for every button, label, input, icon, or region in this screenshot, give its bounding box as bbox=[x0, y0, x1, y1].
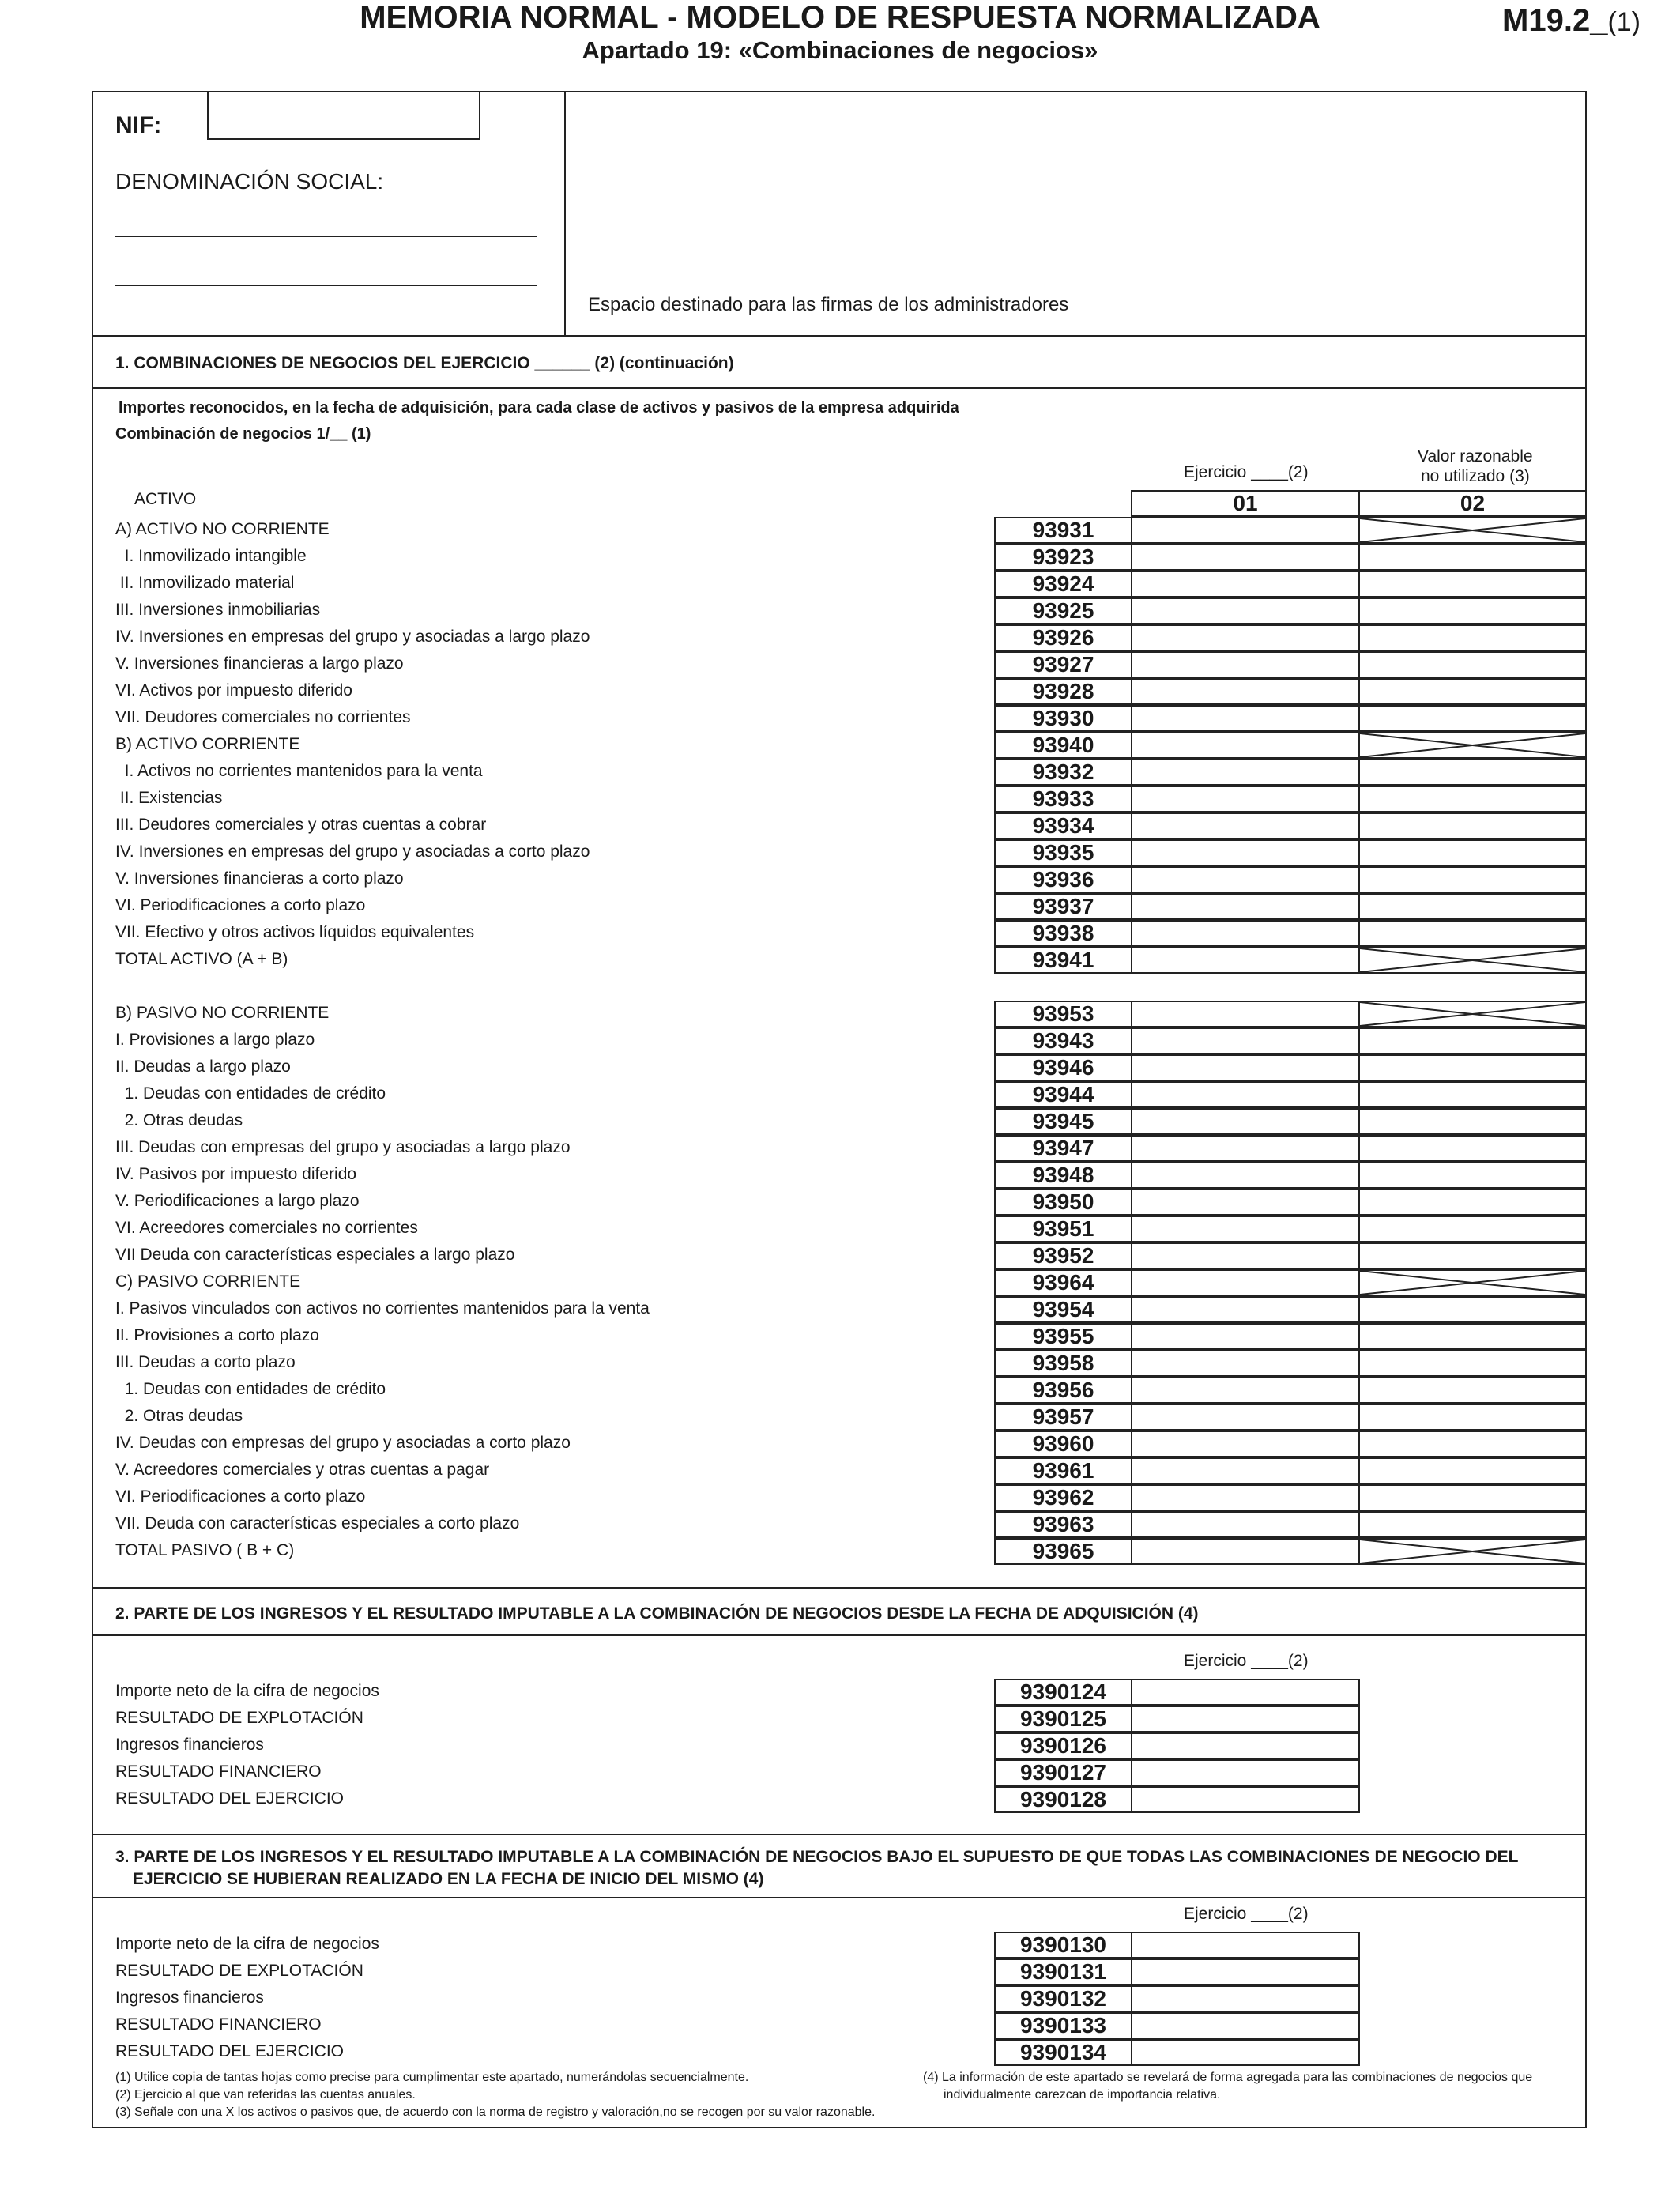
value-cell-ejercicio[interactable] bbox=[1131, 2012, 1360, 2039]
row-label: VII Deuda con características especiales a largo plazo bbox=[115, 1246, 515, 1264]
value-cell-valor-razonable[interactable] bbox=[1358, 1323, 1587, 1350]
value-cell-valor-razonable[interactable] bbox=[1358, 1484, 1587, 1511]
value-cell-valor-razonable[interactable] bbox=[1358, 1296, 1587, 1323]
value-cell-valor-razonable[interactable] bbox=[1358, 1108, 1587, 1135]
crossed-cell bbox=[1358, 1001, 1587, 1027]
col2-header-2: no utilizado (3) bbox=[1421, 467, 1530, 485]
value-cell-valor-razonable[interactable] bbox=[1358, 1027, 1587, 1054]
row-code: 93943 bbox=[994, 1027, 1132, 1054]
value-cell-ejercicio[interactable] bbox=[1131, 1269, 1360, 1296]
firmas-label: Espacio destinado para las firmas de los administradores bbox=[588, 294, 1069, 315]
row-code: 9390125 bbox=[994, 1706, 1132, 1732]
value-cell-ejercicio[interactable] bbox=[1131, 947, 1360, 974]
combination-label: Combinación de negocios 1/__ (1) bbox=[115, 425, 371, 443]
value-cell-ejercicio[interactable] bbox=[1131, 1404, 1360, 1431]
value-cell-ejercicio[interactable] bbox=[1131, 1350, 1360, 1377]
section3-col-header: Ejercicio ____(2) bbox=[1184, 1905, 1309, 1923]
value-cell-ejercicio[interactable] bbox=[1131, 893, 1360, 920]
form-title: MEMORIA NORMAL - MODELO DE RESPUESTA NORMALIZADA bbox=[360, 0, 1320, 35]
footnote-2: (2) Ejercicio al que van referidas las cuentas anuales. bbox=[115, 2088, 416, 2102]
value-cell-valor-razonable[interactable] bbox=[1358, 598, 1587, 624]
row-code: 9390124 bbox=[994, 1679, 1132, 1706]
value-cell-ejercicio[interactable] bbox=[1131, 1081, 1360, 1108]
section-divider bbox=[92, 1587, 1587, 1589]
row-label: III. Deudas a corto plazo bbox=[115, 1353, 296, 1371]
row-code: 93964 bbox=[994, 1269, 1132, 1296]
value-cell-ejercicio[interactable] bbox=[1131, 1932, 1360, 1958]
row-label: 1. Deudas con entidades de crédito bbox=[115, 1380, 386, 1398]
row-label: IV. Inversiones en empresas del grupo y asociadas a corto plazo bbox=[115, 843, 590, 861]
row-label: VII. Deudores comerciales no corrientes bbox=[115, 708, 411, 726]
row-code: 93924 bbox=[994, 571, 1132, 598]
value-cell-valor-razonable[interactable] bbox=[1358, 839, 1587, 866]
row-label: TOTAL PASIVO ( B + C) bbox=[115, 1541, 295, 1559]
col2-header-1: Valor razonable bbox=[1418, 447, 1533, 466]
row-code: 93937 bbox=[994, 893, 1132, 920]
row-label: A) ACTIVO NO CORRIENTE bbox=[115, 520, 330, 538]
section2-col-header: Ejercicio ____(2) bbox=[1184, 1652, 1309, 1670]
value-cell-ejercicio[interactable] bbox=[1131, 1706, 1360, 1732]
row-code: 93936 bbox=[994, 866, 1132, 893]
row-code: 93961 bbox=[994, 1457, 1132, 1484]
row-label: II. Deudas a largo plazo bbox=[115, 1057, 291, 1076]
row-code: 93935 bbox=[994, 839, 1132, 866]
crossed-cell bbox=[1358, 947, 1587, 974]
section-divider bbox=[92, 335, 1587, 337]
value-cell-ejercicio[interactable] bbox=[1131, 571, 1360, 598]
row-code: 93962 bbox=[994, 1484, 1132, 1511]
col2-code: 02 bbox=[1358, 490, 1587, 517]
section-divider bbox=[92, 1897, 1587, 1898]
value-cell-valor-razonable[interactable] bbox=[1358, 1189, 1587, 1216]
row-label: 2. Otras deudas bbox=[115, 1111, 243, 1129]
row-label: IV. Pasivos por impuesto diferido bbox=[115, 1165, 357, 1183]
row-label: II. Inmovilizado material bbox=[115, 574, 295, 592]
value-cell-valor-razonable[interactable] bbox=[1358, 1431, 1587, 1457]
row-code: 9390128 bbox=[994, 1786, 1132, 1813]
row-code: 9390127 bbox=[994, 1759, 1132, 1786]
row-label: RESULTADO FINANCIERO bbox=[115, 2015, 322, 2034]
value-cell-ejercicio[interactable] bbox=[1131, 1958, 1360, 1985]
value-cell-ejercicio[interactable] bbox=[1131, 1054, 1360, 1081]
value-cell-valor-razonable[interactable] bbox=[1358, 705, 1587, 732]
cross-mark-icon bbox=[1360, 1271, 1585, 1295]
row-code: 9390126 bbox=[994, 1732, 1132, 1759]
section-divider bbox=[92, 387, 1587, 389]
row-code: 93923 bbox=[994, 544, 1132, 571]
row-label: IV. Inversiones en empresas del grupo y asociadas a largo plazo bbox=[115, 628, 590, 646]
value-cell-ejercicio[interactable] bbox=[1131, 1108, 1360, 1135]
value-cell-valor-razonable[interactable] bbox=[1358, 920, 1587, 947]
row-label: RESULTADO FINANCIERO bbox=[115, 1762, 322, 1781]
row-label: C) PASIVO CORRIENTE bbox=[115, 1272, 301, 1291]
value-cell-valor-razonable[interactable] bbox=[1358, 866, 1587, 893]
value-cell-valor-razonable[interactable] bbox=[1358, 1054, 1587, 1081]
value-cell-valor-razonable[interactable] bbox=[1358, 1511, 1587, 1538]
row-code: 93945 bbox=[994, 1108, 1132, 1135]
cross-mark-icon bbox=[1360, 1540, 1585, 1563]
value-cell-ejercicio[interactable] bbox=[1131, 1985, 1360, 2012]
row-code: 93940 bbox=[994, 732, 1132, 759]
crossed-cell bbox=[1358, 1538, 1587, 1565]
value-cell-ejercicio[interactable] bbox=[1131, 786, 1360, 812]
row-code: 93925 bbox=[994, 598, 1132, 624]
row-code: 93965 bbox=[994, 1538, 1132, 1565]
value-cell-ejercicio[interactable] bbox=[1131, 812, 1360, 839]
value-cell-valor-razonable[interactable] bbox=[1358, 1242, 1587, 1269]
value-cell-ejercicio[interactable] bbox=[1131, 1759, 1360, 1786]
row-label: B) ACTIVO CORRIENTE bbox=[115, 735, 300, 753]
value-cell-ejercicio[interactable] bbox=[1131, 1431, 1360, 1457]
row-label: III. Deudas con empresas del grupo y asociadas a largo plazo bbox=[115, 1138, 571, 1156]
value-cell-valor-razonable[interactable] bbox=[1358, 812, 1587, 839]
row-code: 93953 bbox=[994, 1001, 1132, 1027]
row-code: 93931 bbox=[994, 517, 1132, 544]
value-cell-ejercicio[interactable] bbox=[1131, 866, 1360, 893]
value-cell-ejercicio[interactable] bbox=[1131, 1786, 1360, 1813]
row-code: 93951 bbox=[994, 1216, 1132, 1242]
crossed-cell bbox=[1358, 732, 1587, 759]
row-code: 93933 bbox=[994, 786, 1132, 812]
row-code: 9390134 bbox=[994, 2039, 1132, 2066]
row-code: 93950 bbox=[994, 1189, 1132, 1216]
value-cell-ejercicio[interactable] bbox=[1131, 1538, 1360, 1565]
value-cell-ejercicio[interactable] bbox=[1131, 1484, 1360, 1511]
row-code: 93930 bbox=[994, 705, 1132, 732]
value-cell-ejercicio[interactable] bbox=[1131, 1135, 1360, 1162]
section-divider bbox=[92, 1634, 1587, 1636]
row-label: TOTAL ACTIVO (A + B) bbox=[115, 950, 288, 968]
value-cell-valor-razonable[interactable] bbox=[1358, 759, 1587, 786]
row-code: 93926 bbox=[994, 624, 1132, 651]
row-label: Ingresos financieros bbox=[115, 1736, 264, 1754]
row-label: II. Provisiones a corto plazo bbox=[115, 1326, 319, 1344]
row-label: B) PASIVO NO CORRIENTE bbox=[115, 1004, 330, 1022]
row-label: Importe neto de la cifra de negocios bbox=[115, 1935, 379, 1953]
footnote-1: (1) Utilice copia de tantas hojas como precise para cumplimentar este apartado, numerándolas secuencialmente. bbox=[115, 2071, 749, 2084]
row-label: V. Acreedores comerciales y otras cuentas a pagar bbox=[115, 1461, 490, 1479]
nif-field[interactable] bbox=[207, 91, 480, 140]
firmas-area[interactable] bbox=[566, 92, 1585, 334]
denominacion-line-1[interactable] bbox=[115, 236, 537, 237]
value-cell-ejercicio[interactable] bbox=[1131, 732, 1360, 759]
row-code: 9390132 bbox=[994, 1985, 1132, 2012]
value-cell-ejercicio[interactable] bbox=[1131, 651, 1360, 678]
row-label: III. Inversiones inmobiliarias bbox=[115, 601, 321, 619]
value-cell-valor-razonable[interactable] bbox=[1358, 1377, 1587, 1404]
value-cell-ejercicio[interactable] bbox=[1131, 624, 1360, 651]
row-label: III. Deudores comerciales y otras cuentas a cobrar bbox=[115, 816, 487, 834]
row-label: RESULTADO DE EXPLOTACIÓN bbox=[115, 1962, 363, 1980]
section3-title-1: 3. PARTE DE LOS INGRESOS Y EL RESULTADO IMPUTABLE A LA COMBINACIÓN DE NEGOCIOS BAJO EL SUPUESTO DE QUE TODAS LAS COMBINACIONES DE NEGOCIO DEL bbox=[115, 1848, 1519, 1866]
row-label: I. Pasivos vinculados con activos no corrientes mantenidos para la venta bbox=[115, 1299, 650, 1318]
row-code: 9390130 bbox=[994, 1932, 1132, 1958]
value-cell-ejercicio[interactable] bbox=[1131, 839, 1360, 866]
row-label: VI. Periodificaciones a corto plazo bbox=[115, 1487, 366, 1506]
section1-title: 1. COMBINACIONES DE NEGOCIOS DEL EJERCICIO ______ (2) (continuación) bbox=[115, 354, 734, 372]
row-label: V. Inversiones financieras a largo plazo bbox=[115, 654, 404, 673]
value-cell-valor-razonable[interactable] bbox=[1358, 624, 1587, 651]
row-label: 1. Deudas con entidades de crédito bbox=[115, 1084, 386, 1103]
row-code: 93941 bbox=[994, 947, 1132, 974]
form-subtitle: Apartado 19: «Combinaciones de negocios» bbox=[582, 36, 1098, 64]
value-cell-valor-razonable[interactable] bbox=[1358, 1216, 1587, 1242]
value-cell-valor-razonable[interactable] bbox=[1358, 786, 1587, 812]
row-label: VI. Activos por impuesto diferido bbox=[115, 681, 352, 699]
value-cell-ejercicio[interactable] bbox=[1131, 1377, 1360, 1404]
row-code: 93957 bbox=[994, 1404, 1132, 1431]
value-cell-valor-razonable[interactable] bbox=[1358, 1081, 1587, 1108]
section-divider bbox=[92, 1834, 1587, 1835]
model-code bbox=[1502, 3, 1640, 39]
section3-title-2: EJERCICIO SE HUBIERAN REALIZADO EN LA FECHA DE INICIO DEL MISMO (4) bbox=[133, 1870, 764, 1888]
value-cell-ejercicio[interactable] bbox=[1131, 598, 1360, 624]
value-cell-ejercicio[interactable] bbox=[1131, 1679, 1360, 1706]
section2-title: 2. PARTE DE LOS INGRESOS Y EL RESULTADO IMPUTABLE A LA COMBINACIÓN DE NEGOCIOS DESDE LA FECHA DE ADQUISICIÓN (4) bbox=[115, 1604, 1199, 1623]
value-cell-ejercicio[interactable] bbox=[1131, 1162, 1360, 1189]
value-cell-valor-razonable[interactable] bbox=[1358, 571, 1587, 598]
row-code: 93927 bbox=[994, 651, 1132, 678]
row-label: Ingresos financieros bbox=[115, 1989, 264, 2007]
value-cell-ejercicio[interactable] bbox=[1131, 759, 1360, 786]
row-label: I. Inmovilizado intangible bbox=[115, 547, 307, 565]
value-cell-ejercicio[interactable] bbox=[1131, 1242, 1360, 1269]
value-cell-ejercicio[interactable] bbox=[1131, 920, 1360, 947]
value-cell-ejercicio[interactable] bbox=[1131, 678, 1360, 705]
row-code: 93955 bbox=[994, 1323, 1132, 1350]
row-code: 93956 bbox=[994, 1377, 1132, 1404]
value-cell-ejercicio[interactable] bbox=[1131, 705, 1360, 732]
nif-label: NIF: bbox=[115, 112, 162, 138]
row-code: 9390133 bbox=[994, 2012, 1132, 2039]
row-code: 93963 bbox=[994, 1511, 1132, 1538]
value-cell-valor-razonable[interactable] bbox=[1358, 1404, 1587, 1431]
section1-intro: Importes reconocidos, en la fecha de adquisición, para cada clase de activos y pasivos de la empresa adquirida bbox=[119, 399, 959, 417]
row-code: 93960 bbox=[994, 1431, 1132, 1457]
value-cell-valor-razonable[interactable] bbox=[1358, 1162, 1587, 1189]
row-label: RESULTADO DEL EJERCICIO bbox=[115, 1789, 344, 1808]
footnote-4-1: (4) La información de este apartado se revelará de forma agregada para las combinaciones de negocios que bbox=[923, 2071, 1533, 2084]
value-cell-valor-razonable[interactable] bbox=[1358, 678, 1587, 705]
value-cell-ejercicio[interactable] bbox=[1131, 2039, 1360, 2066]
row-label: V. Periodificaciones a largo plazo bbox=[115, 1192, 360, 1210]
footnote-3: (3) Señale con una X los activos o pasivos que, de acuerdo con la norma de registro y valoración,no se recogen por su valor razonable. bbox=[115, 2105, 876, 2119]
footnote-4-2: individualmente carezcan de importancia relativa. bbox=[944, 2088, 1221, 2102]
row-label: Importe neto de la cifra de negocios bbox=[115, 1682, 379, 1700]
crossed-cell bbox=[1358, 517, 1587, 544]
row-code: 93947 bbox=[994, 1135, 1132, 1162]
activo-label: ACTIVO bbox=[134, 490, 197, 508]
row-label: I. Activos no corrientes mantenidos para la venta bbox=[115, 762, 483, 780]
crossed-cell bbox=[1358, 1269, 1587, 1296]
col1-code: 01 bbox=[1131, 490, 1360, 517]
row-label: RESULTADO DE EXPLOTACIÓN bbox=[115, 1709, 363, 1727]
row-label: 2. Otras deudas bbox=[115, 1407, 243, 1425]
value-cell-ejercicio[interactable] bbox=[1131, 1323, 1360, 1350]
value-cell-valor-razonable[interactable] bbox=[1358, 1135, 1587, 1162]
row-code: 93954 bbox=[994, 1296, 1132, 1323]
value-cell-ejercicio[interactable] bbox=[1131, 1296, 1360, 1323]
row-label: VI. Periodificaciones a corto plazo bbox=[115, 896, 366, 914]
row-label: VII. Deuda con características especiales a corto plazo bbox=[115, 1514, 520, 1532]
row-label: VI. Acreedores comerciales no corrientes bbox=[115, 1219, 418, 1237]
row-code: 93934 bbox=[994, 812, 1132, 839]
row-label: I. Provisiones a largo plazo bbox=[115, 1031, 315, 1049]
row-label: II. Existencias bbox=[115, 789, 223, 807]
model-code-main: M19.2_ bbox=[1502, 3, 1608, 38]
value-cell-ejercicio[interactable] bbox=[1131, 1457, 1360, 1484]
value-cell-valor-razonable[interactable] bbox=[1358, 651, 1587, 678]
row-code: 93952 bbox=[994, 1242, 1132, 1269]
row-code: 93958 bbox=[994, 1350, 1132, 1377]
col1-header: Ejercicio ____(2) bbox=[1184, 463, 1309, 481]
value-cell-ejercicio[interactable] bbox=[1131, 517, 1360, 544]
cross-mark-icon bbox=[1360, 733, 1585, 757]
value-cell-ejercicio[interactable] bbox=[1131, 1189, 1360, 1216]
denominacion-label: DENOMINACIÓN SOCIAL: bbox=[115, 169, 384, 194]
cross-mark-icon bbox=[1360, 518, 1585, 542]
row-label: VII. Efectivo y otros activos líquidos equivalentes bbox=[115, 923, 475, 941]
value-cell-valor-razonable[interactable] bbox=[1358, 1457, 1587, 1484]
cross-mark-icon bbox=[1360, 948, 1585, 972]
value-cell-valor-razonable[interactable] bbox=[1358, 893, 1587, 920]
value-cell-valor-razonable[interactable] bbox=[1358, 544, 1587, 571]
row-code: 9390131 bbox=[994, 1958, 1132, 1985]
row-code: 93938 bbox=[994, 920, 1132, 947]
row-code: 93928 bbox=[994, 678, 1132, 705]
value-cell-valor-razonable[interactable] bbox=[1358, 1350, 1587, 1377]
value-cell-ejercicio[interactable] bbox=[1131, 1511, 1360, 1538]
denominacion-line-2[interactable] bbox=[115, 285, 537, 286]
cross-mark-icon bbox=[1360, 1002, 1585, 1026]
row-label: V. Inversiones financieras a corto plazo bbox=[115, 869, 404, 888]
row-code: 93946 bbox=[994, 1054, 1132, 1081]
value-cell-ejercicio[interactable] bbox=[1131, 1216, 1360, 1242]
row-code: 93932 bbox=[994, 759, 1132, 786]
row-label: RESULTADO DEL EJERCICIO bbox=[115, 2042, 344, 2060]
value-cell-ejercicio[interactable] bbox=[1131, 1027, 1360, 1054]
row-label: IV. Deudas con empresas del grupo y asociadas a corto plazo bbox=[115, 1434, 571, 1452]
row-code: 93944 bbox=[994, 1081, 1132, 1108]
value-cell-ejercicio[interactable] bbox=[1131, 1732, 1360, 1759]
value-cell-ejercicio[interactable] bbox=[1131, 544, 1360, 571]
row-code: 93948 bbox=[994, 1162, 1132, 1189]
model-code-suffix: (1) bbox=[1607, 7, 1640, 37]
value-cell-ejercicio[interactable] bbox=[1131, 1001, 1360, 1027]
